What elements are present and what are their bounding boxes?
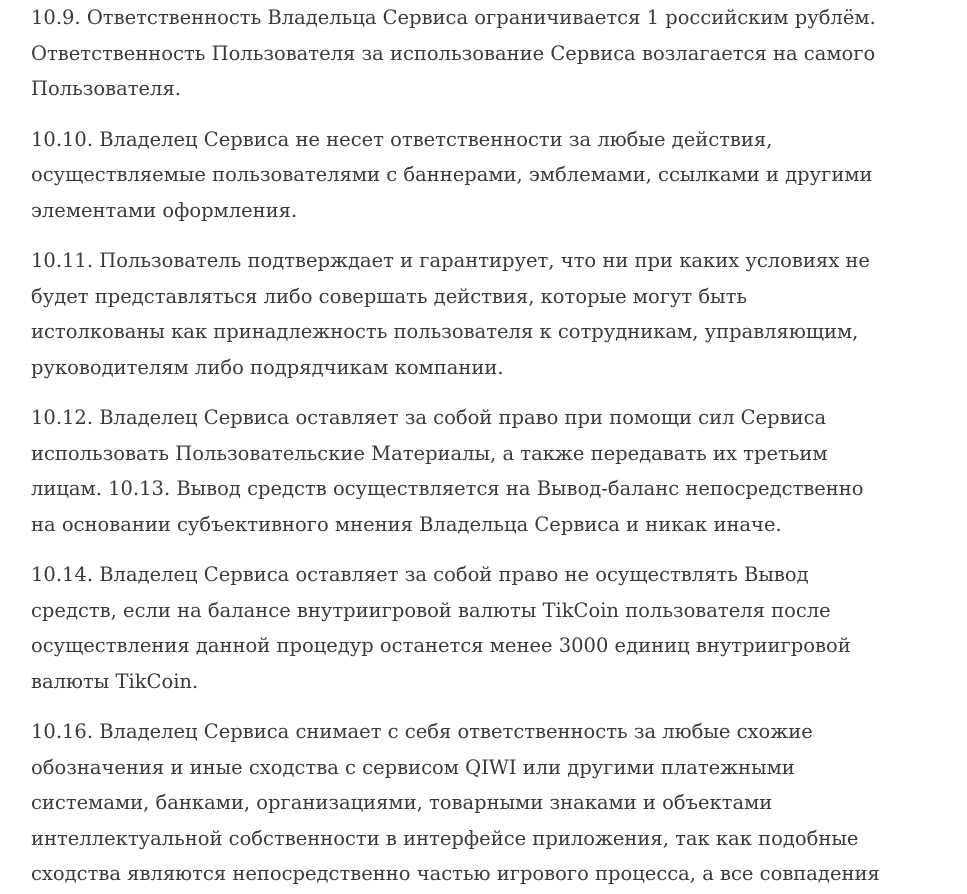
text-line: руководителям либо подрядчикам компании. — [31, 355, 504, 379]
paragraph-10-12 — [31, 400, 931, 542]
text-line: 10.14. Владелец Сервиса оставляет за собой право не осуществлять Вывод — [31, 563, 809, 586]
paragraph-10-11 — [31, 243, 931, 385]
text-line: истолкованы как принадлежность пользователя к сотрудникам, управляющим, — [31, 320, 859, 343]
text-line: Ответственность Пользователя за использование Сервиса возлагается на самого — [31, 41, 876, 65]
text-line: 10.9. Ответственность Владельца Сервиса ограничивается 1 российским рублём. — [31, 6, 876, 29]
text-line: обозначения и иные сходства с сервисом QIWI или другими платежными — [31, 755, 795, 779]
paragraph-10-9 — [31, 0, 931, 107]
paragraph-gap — [31, 542, 931, 557]
paragraph-gap — [31, 107, 931, 122]
text-line: 10.11. Пользователь подтверждает и гарантирует, что ни при каких условиях не — [31, 249, 870, 272]
paragraph-gap — [31, 385, 931, 400]
text-line: 10.10. Владелец Сервиса не несет ответственности за любые действия, — [31, 127, 773, 151]
text-line: средств, если на балансе внутриигровой валюты TikCoin пользователя после — [31, 598, 831, 622]
text-line: на основании субъективного мнения Владельца Сервиса и никак иначе. — [31, 512, 782, 536]
paragraph-10-16 — [31, 714, 931, 892]
document-body — [31, 0, 931, 892]
paragraph-10-14 — [31, 557, 931, 699]
text-line: элементами оформления. — [31, 198, 298, 222]
paragraph-gap — [31, 228, 931, 243]
text-line: валюты TikCoin. — [31, 669, 199, 693]
text-line: интеллектуальной собственности в интерфейсе приложения, так как подобные — [31, 826, 859, 850]
text-line: системами, банками, организациями, товарными знаками и объектами — [31, 791, 773, 814]
text-line: осуществления данной процедур останется менее 3000 единиц внутриигровой — [31, 634, 851, 657]
paragraph-gap — [31, 699, 931, 714]
text-line: сходства являются непосредственно частью игрового процесса, а все совпадения — [31, 862, 880, 885]
text-line: лицам. 10.13. Вывод средств осуществляется на Вывод-баланс непосредственно — [31, 477, 864, 500]
text-line: 10.16. Владелец Сервиса снимает с себя ответственность за любые схожие — [31, 720, 813, 743]
text-line: осуществляемые пользователями с баннерами, эмблемами, ссылками и другими — [31, 163, 873, 186]
text-line: Пользователя. — [31, 77, 181, 100]
paragraph-10-10 — [31, 122, 931, 229]
text-line: будет представляться либо совершать действия, которые могут быть — [31, 284, 748, 308]
text-line: 10.12. Владелец Сервиса оставляет за собой право при помощи сил Сервиса — [31, 406, 827, 429]
text-line: использовать Пользовательские Материалы, а также передавать их третьим — [31, 441, 828, 465]
